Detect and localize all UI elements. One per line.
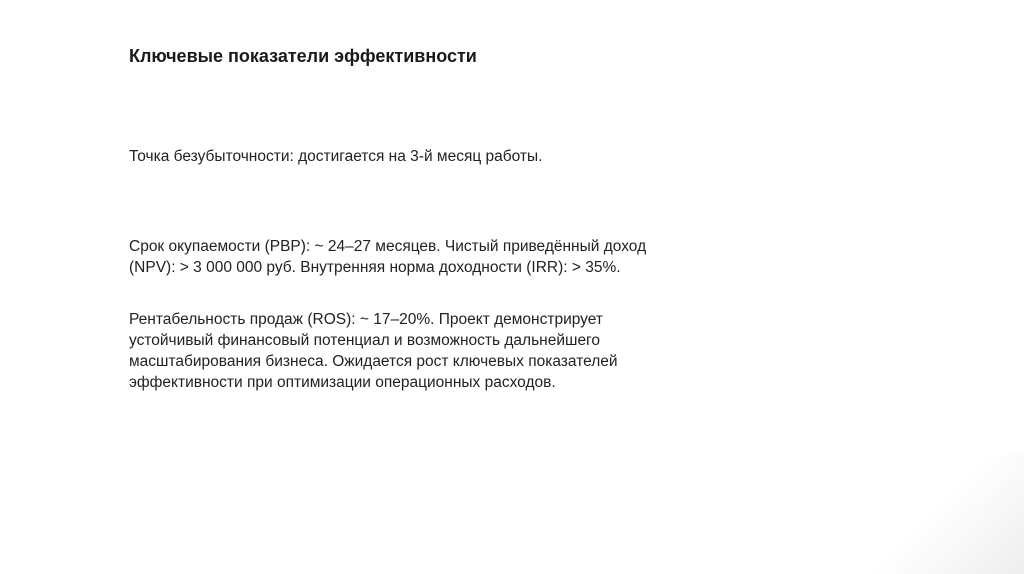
slide-top-edge	[0, 0, 1024, 6]
slide-title: Ключевые показатели эффективности	[129, 46, 477, 66]
paragraph-ros-outlook: Рентабельность продаж (ROS): ~ 17–20%. Проект демонстрирует устойчивый финансовый потенциал и возможность дальнейшего масштабирования бизнеса. Ожидается рост ключевых показателей эффективности при оптимизации операционных расходов.	[129, 311, 618, 391]
paragraph-break-even: Точка безубыточности: достигается на 3-й месяц работы.	[129, 148, 543, 165]
page-curl-shadow	[804, 454, 1024, 574]
paragraph-payback-npv-irr: Срок окупаемости (PBP): ~ 24–27 месяцев. Чистый приведённый доход (NPV): > 3 000 000 руб. Внутренняя норма доходности (IRR): > 35%.	[129, 238, 647, 276]
